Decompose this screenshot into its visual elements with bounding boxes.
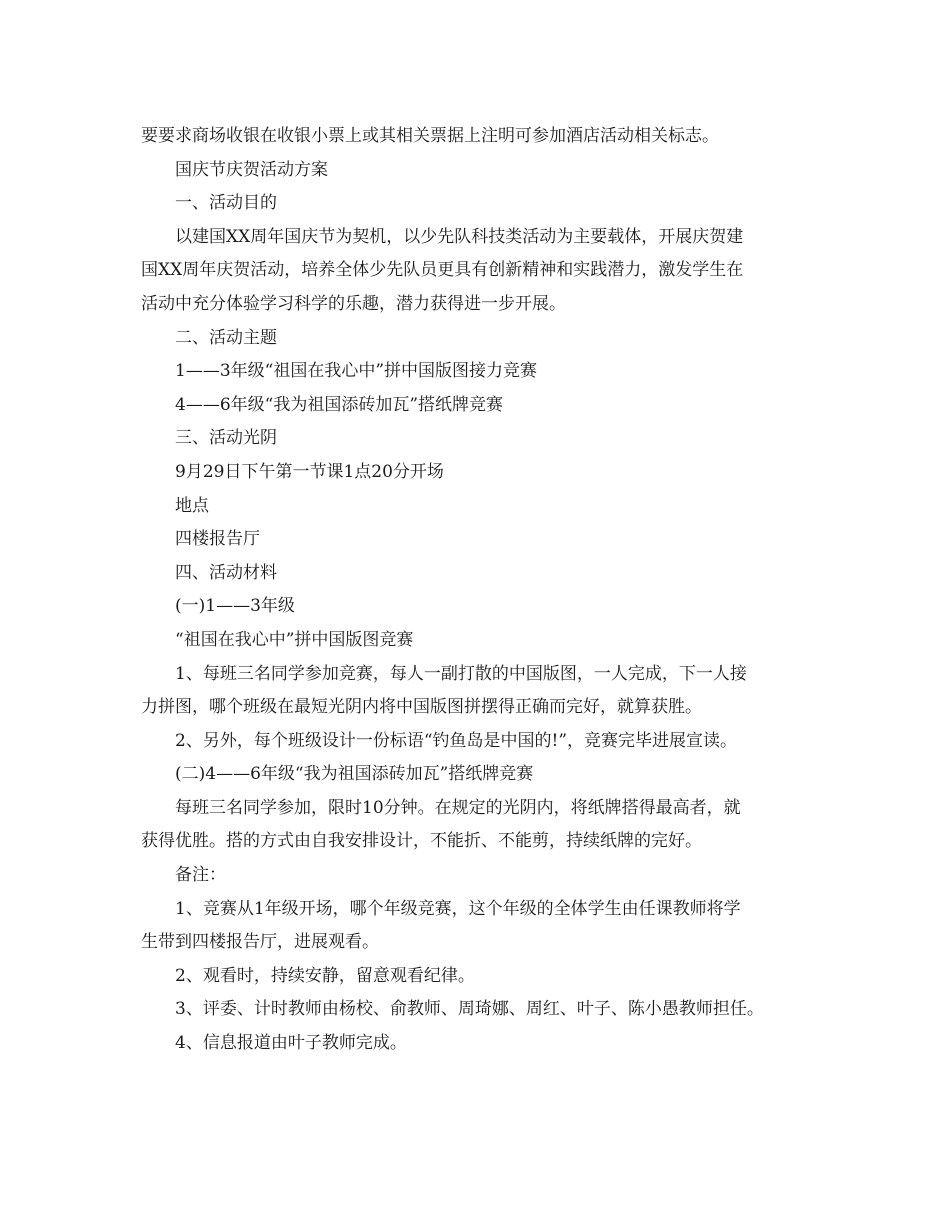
section-title: 国庆节庆贺活动方案 [175, 159, 328, 180]
body-line: 9月29日下午第一节课1点20分开场 [175, 461, 444, 482]
subsection-heading: (二)4——6年级“我为祖国添砖加瓦”搭纸牌竞赛 [175, 764, 534, 785]
subsection-heading: (一)1——3年级 [175, 596, 295, 617]
body-line: 3、评委、计时教师由杨校、俞教师、周琦娜、周红、叶子、陈小愚教师担任。 [175, 999, 764, 1020]
body-line: 以建国XX周年国庆节为契机，以少先队科技类活动为主要载体，开展庆贺建 [175, 226, 744, 247]
body-line: 1、竞赛从1年级开场，哪个年级竞赛，这个年级的全体学生由任课教师将学 [175, 898, 741, 919]
body-line: 2、观看时，持续安静，留意观看纪律。 [175, 965, 475, 986]
section-heading: 四、活动材料 [175, 562, 277, 583]
section-heading: 三、活动光阴 [175, 428, 277, 449]
body-line: 4、信息报道由叶子教师完成。 [175, 1033, 407, 1054]
body-line: 1、每班三名同学参加竞赛，每人一副打散的中国版图，一人完成，下一人接 [175, 663, 747, 684]
notes-heading: 备注： [175, 865, 226, 886]
body-line: 4——6年级“我为祖国添砖加瓦”搭纸牌竞赛 [175, 394, 504, 415]
body-line: 获得优胜。搭的方式由自我安排设计，不能折、不能剪，持续纸牌的完好。 [141, 831, 702, 852]
section-heading: 二、活动主题 [175, 327, 277, 348]
body-line: 1——3年级“祖国在我心中”拼中国版图接力竞赛 [175, 361, 538, 382]
body-line: 四楼报告厅 [175, 529, 260, 550]
body-line: 要要求商场收银在收银小票上或其相关票据上注明可参加酒店活动相关标志。 [141, 126, 719, 146]
document-body [141, 120, 813, 1061]
section-heading: 一、活动目的 [175, 193, 277, 214]
body-line: 活动中充分体验学习科学的乐趣，潜力获得进一步开展。 [141, 293, 566, 314]
body-line: “祖国在我心中”拼中国版图竞赛 [175, 629, 414, 650]
body-line: 生带到四楼报告厅，进展观看。 [141, 932, 379, 953]
body-line: 地点 [175, 495, 209, 516]
body-line: 每班三名同学参加，限时10分钟。在规定的光阴内，将纸牌搭得最高者，就 [175, 797, 741, 818]
body-line: 2、另外，每个班级设计一份标语“钓鱼岛是中国的!”，竞赛完毕进展宣读。 [175, 730, 738, 751]
body-line: 力拼图，哪个班级在最短光阴内将中国版图拼摆得正确而完好，就算获胜。 [141, 697, 702, 718]
body-line: 国XX周年庆贺活动，培养全体少先队员更具有创新精神和实践潜力，激发学生在 [141, 260, 744, 281]
